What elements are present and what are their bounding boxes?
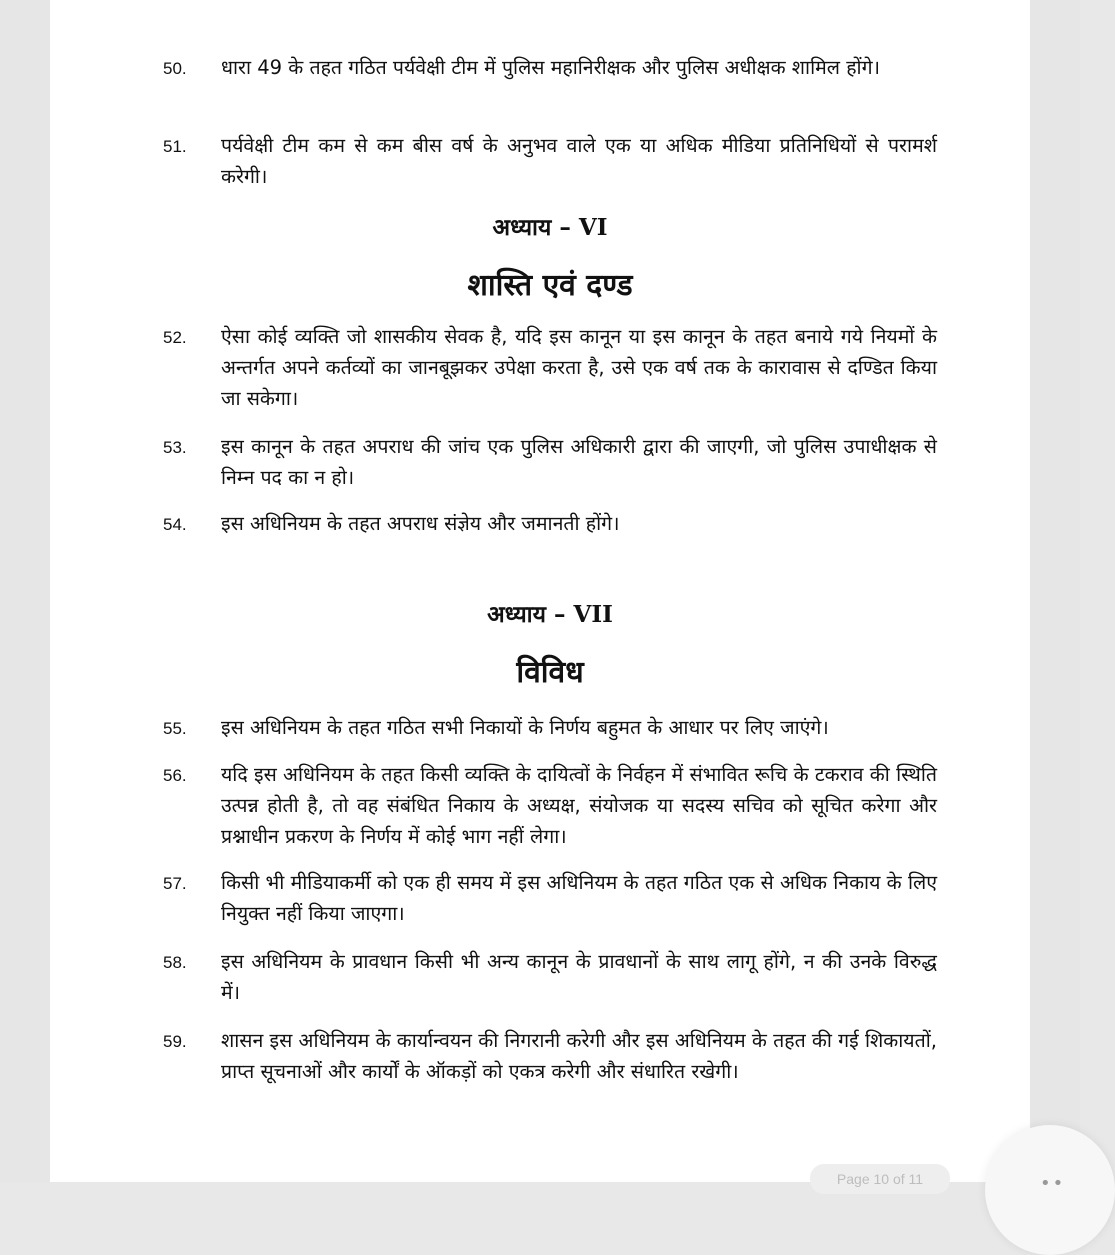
clause-number: 51. [163, 137, 187, 156]
clause-57 [163, 867, 943, 929]
clause-number: 52. [163, 328, 187, 347]
chapter-7-label: अध्याय – VII [487, 601, 613, 628]
clause-55 [163, 712, 943, 744]
page-indicator: Page 10 of 11 [810, 1164, 950, 1194]
clause-54 [163, 508, 943, 540]
clause-number: 56. [163, 766, 187, 785]
clause-text: शासन इस अधिनियम के कार्यान्वयन की निगरानी करेगी और इस अधिनियम के तहत की गई शिकायतों, प्राप्त सूचनाओं और कार्यों के ऑकड़ों को एकत्र करेगी और संधारित रखेगी। [221, 1029, 937, 1083]
clause-52 [163, 321, 943, 414]
clause-number: 59. [163, 1032, 187, 1051]
clause-text: इस अधिनियम के तहत अपराध संज्ञेय और जमानती होंगे। [221, 512, 620, 535]
more-options-icon: •• [1040, 1173, 1066, 1194]
clause-text: इस अधिनियम के तहत गठित सभी निकायों के निर्णय बहुमत के आधार पर लिए जाएंगे। [221, 716, 829, 739]
clause-number: 57. [163, 874, 187, 893]
document-page [50, 0, 1030, 1187]
chapter-6-title: शास्ति एवं दण्ड [467, 268, 633, 303]
floating-menu-button[interactable] [985, 1125, 1115, 1255]
chapter-7-title: विविध [516, 655, 584, 690]
clause-text: ऐसा कोई व्यक्ति जो शासकीय सेवक है, यदि इस कानून या इस कानून के तहत बनाये गये नियमों के अन्तर्गत अपने कर्तव्यों का जानबूझकर उपेक्षा करता है, उसे एक वर्ष तक के कारावास से दण्डित किया जा सकेगा। [221, 325, 937, 410]
clause-50 [163, 52, 943, 84]
clause-59 [163, 1025, 943, 1087]
clause-text: इस अधिनियम के प्रावधान किसी भी अन्य कानून के प्रावधानों के साथ लागू होंगे, न की उनके विरुद्ध में। [221, 950, 937, 1004]
clause-number: 58. [163, 953, 187, 972]
chapter-6-label: अध्याय – VI [492, 214, 608, 241]
clause-56 [163, 759, 943, 852]
clause-51 [163, 130, 943, 192]
clause-text: यदि इस अधिनियम के तहत किसी व्यक्ति के दायित्वों के निर्वहन में संभावित रूचि के टकराव की स्थिति उत्पन्न होती है, तो वह संबंधित निकाय के अध्यक्ष, संयोजक या सदस्य सचिव को सूचित करेगा और प्रश्नाधीन प्रकरण के निर्णय में कोई भाग नहीं लेगा। [221, 763, 937, 848]
clause-text: किसी भी मीडियाकर्मी को एक ही समय में इस अधिनियम के तहत गठित एक से अधिक निकाय के लिए नियुक्त नहीं किया जाएगा। [221, 871, 937, 925]
clause-text: इस कानून के तहत अपराध की जांच एक पुलिस अधिकारी द्वारा की जाएगी, जो पुलिस उपाधीक्षक से निम्न पद का न हो। [221, 435, 937, 489]
clause-number: 55. [163, 719, 187, 738]
clause-number: 54. [163, 515, 187, 534]
clause-text: धारा 49 के तहत गठित पर्यवेक्षी टीम में पुलिस महानिरीक्षक और पुलिस अधीक्षक शामिल होंगे। [221, 56, 880, 79]
clause-number: 53. [163, 438, 187, 457]
clause-53 [163, 431, 943, 493]
clause-text: पर्यवेक्षी टीम कम से कम बीस वर्ष के अनुभव वाले एक या अधिक मीडिया प्रतिनिधियों से परामर्श करेगी। [221, 134, 937, 188]
clause-number: 50. [163, 59, 187, 78]
clause-58 [163, 946, 943, 1008]
